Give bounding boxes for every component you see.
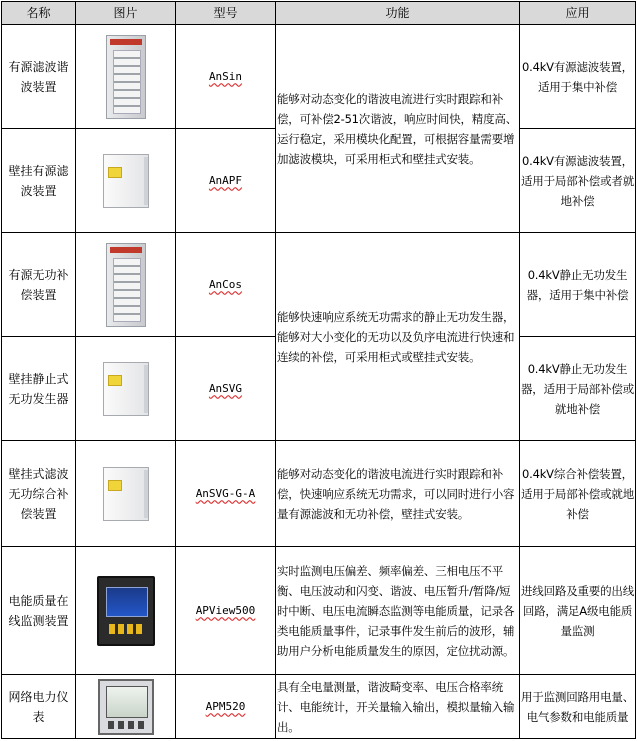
product-function: 具有全电量测量，谐波畸变率、电压合格率统计、电能统计，开关量输入输出，模拟量输入输出。: [276, 675, 520, 739]
product-application: 0.4kV静止无功发生器，适用于集中补偿: [520, 233, 636, 337]
product-name: 有源无功补偿装置: [2, 233, 76, 337]
product-model: AnSin: [176, 25, 276, 129]
product-image-cell: [76, 337, 176, 441]
product-name: 壁挂静止式无功发生器: [2, 337, 76, 441]
product-model: AnSVG-G-A: [176, 441, 276, 547]
product-image-cell: [76, 547, 176, 675]
header-row: [2, 2, 636, 25]
product-model: AnCos: [176, 233, 276, 337]
table-row: [2, 233, 636, 337]
header-image: 图片: [76, 2, 176, 25]
product-image-cell: [76, 233, 176, 337]
wall-box-image: [103, 467, 149, 521]
table-row: [2, 547, 636, 675]
product-name: 网络电力仪表: [2, 675, 76, 739]
product-application: 0.4kV综合补偿装置，适用于局部补偿或就地补偿: [520, 441, 636, 547]
wall-box-image: [103, 154, 149, 208]
product-image-cell: [76, 441, 176, 547]
table-row: [2, 441, 636, 547]
table-row: [2, 25, 636, 129]
product-image-cell: [76, 129, 176, 233]
product-table: [1, 1, 636, 739]
table-row: [2, 675, 636, 739]
product-function: 实时监测电压偏差、频率偏差、三相电压不平衡、电压波动和闪变、谐波、电压暂升/暂降/短时中断、电压电流瞬态监测等电能质量，记录各类电能质量事件，记录事件发生前后的波形，辅助用户分析电能质量发生的原因，定位扰动源。: [276, 547, 520, 675]
product-image-cell: [76, 675, 176, 739]
product-model: APView500: [176, 547, 276, 675]
product-application: 0.4kV静止无功发生器，适用于局部补偿或就地补偿: [520, 337, 636, 441]
product-image-cell: [76, 25, 176, 129]
meter-image: [98, 679, 154, 735]
product-name: 壁挂有源滤波装置: [2, 129, 76, 233]
header-name: 名称: [2, 2, 76, 25]
cabinet-image: [106, 35, 146, 119]
product-function: 能够对动态变化的谐波电流进行实时跟踪和补偿，快速响应系统无功需求，可以同时进行小容量有源滤波和无功补偿，壁挂式安装。: [276, 441, 520, 547]
product-model: AnAPF: [176, 129, 276, 233]
product-application: 0.4kV有源滤波装置，适用于集中补偿: [520, 25, 636, 129]
product-name: 壁挂式滤波无功综合补偿装置: [2, 441, 76, 547]
function-reactive: 能够快速响应系统无功需求的静止无功发生器，能够对大小变化的无功以及负序电流进行快速和连续的补偿，可采用柜式或壁挂式安装。: [276, 233, 520, 441]
product-name: 有源滤波谐波装置: [2, 25, 76, 129]
monitor-image: [97, 576, 155, 646]
wall-box-image: [103, 362, 149, 416]
header-application: 应用: [520, 2, 636, 25]
product-application: 进线回路及重要的出线回路，满足A级电能质量监测: [520, 547, 636, 675]
function-filter: 能够对动态变化的谐波电流进行实时跟踪和补偿，可补偿2-51次谐波，响应时间快，精度高、运行稳定，采用模块化配置，可根据容量需要增加滤波模块，可采用柜式和壁挂式安装。: [276, 25, 520, 233]
product-application: 用于监测回路用电量、电气参数和电能质量: [520, 675, 636, 739]
header-function: 功能: [276, 2, 520, 25]
header-model: 型号: [176, 2, 276, 25]
product-name: 电能质量在线监测装置: [2, 547, 76, 675]
product-model: AnSVG: [176, 337, 276, 441]
product-application: 0.4kV有源滤波装置，适用于局部补偿或者就地补偿: [520, 129, 636, 233]
cabinet-image: [106, 243, 146, 327]
product-model: APM520: [176, 675, 276, 739]
